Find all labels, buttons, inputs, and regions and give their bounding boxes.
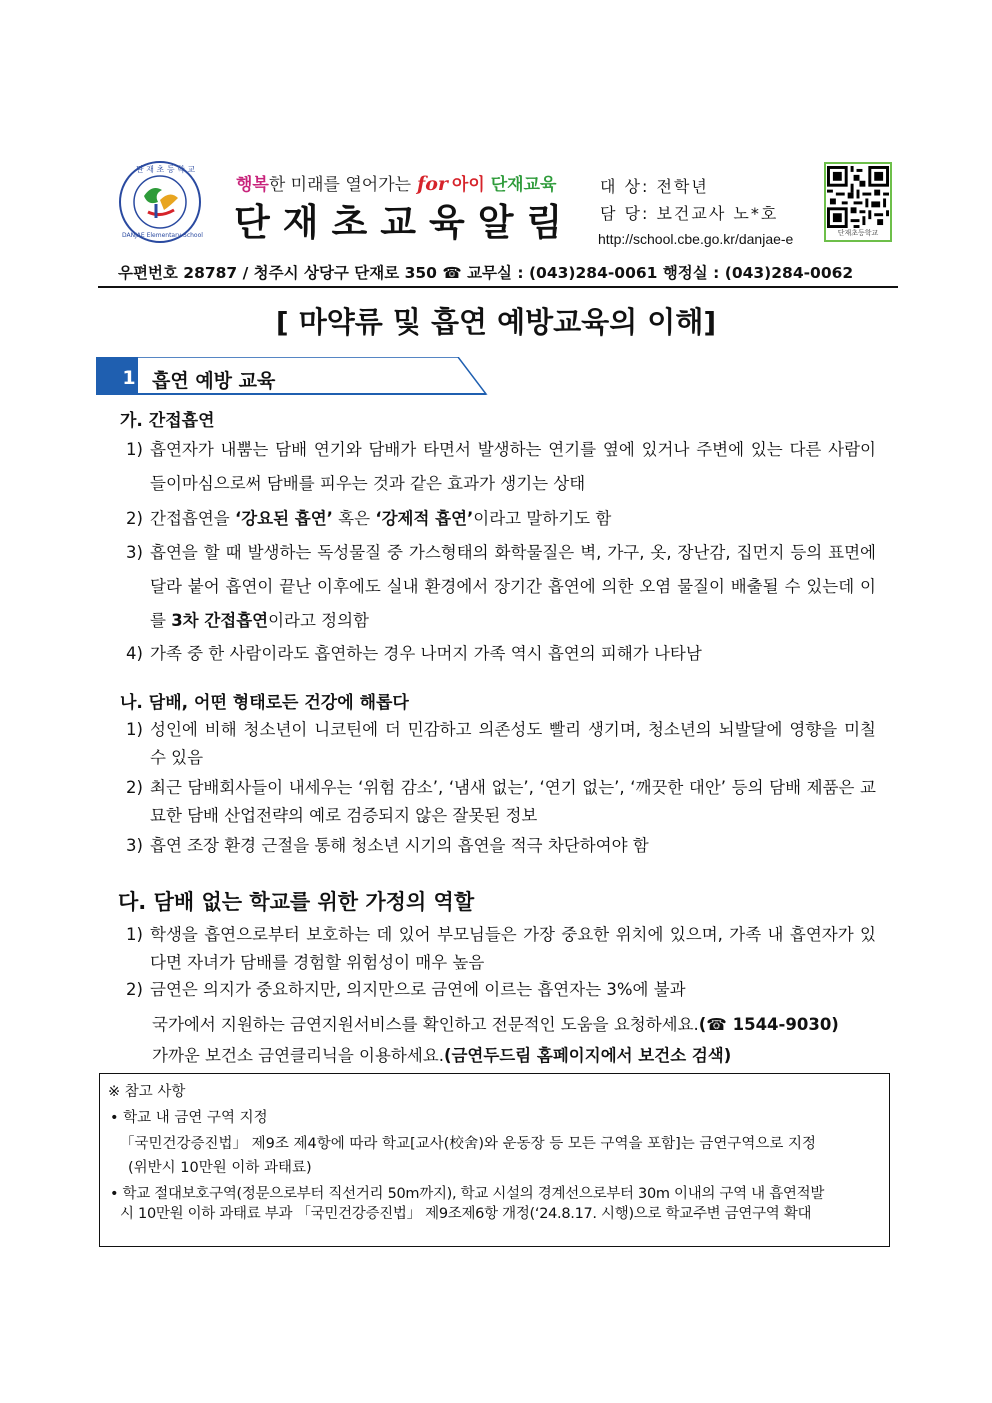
na-item-3 bbox=[126, 832, 876, 860]
ga-item-3-num: 3) bbox=[126, 543, 143, 562]
na-item-1 bbox=[126, 716, 876, 772]
na-item-1-text: 성인에 비해 청소년이 니코틴에 더 민감하고 의존성도 빨리 생기며, 청소년의 뇌발달에 영향을 미칠 수 있음 bbox=[150, 720, 876, 767]
ga-item-3-post: 이라고 정의함 bbox=[268, 611, 369, 630]
na-item-3-text: 흡연 조장 환경 근절을 통해 청소년 시기의 흡연을 적극 차단하여야 함 bbox=[150, 836, 649, 855]
subsection-da-heading: 다. 담배 없는 학교를 위한 가정의 역할 bbox=[118, 890, 475, 914]
ga-item-4-num: 4) bbox=[126, 644, 143, 663]
target-audience: 대 상: 전학년 bbox=[600, 177, 709, 196]
ga-item-2-mid: 혹은 bbox=[332, 509, 376, 528]
reference-bullet-2-line-2: 시 10만원 이하 과태료 부과 「국민건강증진법」 제9조제6항 개정(‘24.8.17. 시행)으로 학교주변 금연구역 확대 bbox=[120, 1206, 812, 1222]
slogan-part-2: 한 미래를 열어가는 bbox=[268, 175, 412, 195]
ga-item-1-num: 1) bbox=[126, 440, 143, 459]
slogan-part-5: 단재교육 bbox=[490, 175, 557, 195]
reference-bullet-1-line-1: 「국민건강증진법」 제9조 제4항에 따라 학교[교사(校舍)와 운동장 등 모든 구역을 포함]는 금연구역으로 지정 bbox=[120, 1136, 817, 1152]
document-title bbox=[0, 300, 992, 341]
da-item-2-line-3 bbox=[152, 1042, 731, 1066]
logo-ring-text: 단 재 초 등 학 교 bbox=[136, 165, 196, 174]
da-item-2-num: 2) bbox=[126, 980, 143, 999]
newsletter-title: 단재초교육알림 bbox=[234, 201, 576, 244]
da-line-2-text: 국가에서 지원하는 금연지원서비스를 확인하고 전문적인 도움을 요청하세요. bbox=[152, 1015, 699, 1034]
qr-code-icon bbox=[826, 166, 890, 228]
qr-code[interactable] bbox=[824, 162, 892, 242]
da-item-1 bbox=[126, 921, 876, 977]
reference-bullet-1-line-2: (위반시 10만원 이하 과태료) bbox=[128, 1160, 312, 1176]
teacher-in-charge: 담 당: 보건교사 노*호 bbox=[600, 204, 779, 223]
na-item-3-num: 3) bbox=[126, 836, 143, 855]
da-line-2-phone: (☎ 1544-9030) bbox=[698, 1015, 839, 1034]
section-number: 1 bbox=[122, 367, 136, 389]
reference-heading: ※ 참고 사항 bbox=[108, 1084, 186, 1100]
reference-box bbox=[99, 1073, 890, 1247]
ga-item-3 bbox=[126, 536, 876, 638]
school-address: 우편번호 28787 / 청주시 상당구 단재로 350 ☎ 교무실 : (043)284-0061 행정실 : (043)284-0062 bbox=[118, 264, 854, 282]
ga-item-4-text: 가족 중 한 사람이라도 흡연하는 경우 나머지 가족 역시 흡연의 피해가 나타남 bbox=[150, 644, 702, 663]
da-item-1-num: 1) bbox=[126, 925, 143, 944]
na-item-2-num: 2) bbox=[126, 778, 143, 797]
na-item-2 bbox=[126, 774, 876, 830]
qr-label: 단재초등학교 bbox=[837, 229, 879, 237]
ga-item-2-num: 2) bbox=[126, 509, 143, 528]
header-divider bbox=[98, 286, 898, 288]
title-bracket-open: [ bbox=[275, 306, 289, 339]
reference-bullet-2-line-1: • 학교 절대보호구역(정문으로부터 직선거리 50m까지), 학교 시설의 경계선으로부터 30m 이내의 구역 내 흡연적발 bbox=[110, 1186, 825, 1202]
na-item-1-num: 1) bbox=[126, 720, 143, 739]
subsection-na-heading: 나. 담배, 어떤 형태로든 건강에 해롭다 bbox=[120, 693, 409, 713]
da-item-1-text: 학생을 흡연으로부터 보호하는 데 있어 부모님들은 가장 중요한 위치에 있으며, 가족 내 흡연자가 있다면 자녀가 담배를 경험할 위험성이 매우 높음 bbox=[150, 925, 876, 972]
slogan-part-3: for bbox=[417, 173, 448, 195]
ga-item-1 bbox=[126, 433, 876, 501]
da-item-2 bbox=[126, 976, 876, 1004]
ga-item-2-bold-1: ‘강요된 흡연’ bbox=[234, 509, 333, 528]
da-item-2-line-2 bbox=[152, 1011, 839, 1035]
title-bracket-close: ] bbox=[703, 306, 717, 339]
ga-item-2-pre: 간접흡연을 bbox=[150, 509, 235, 528]
da-item-2-text: 금연은 의지가 중요하지만, 의지만으로 금연에 이르는 흡연자는 3%에 불과 bbox=[150, 980, 686, 999]
ga-item-2 bbox=[126, 502, 876, 536]
logo-ring-text-en: DANJAE Elementary School bbox=[122, 232, 203, 239]
ga-item-4 bbox=[126, 637, 876, 671]
slogan-part-1: 행복 bbox=[236, 175, 269, 195]
ga-item-1-text: 흡연자가 내뿜는 담배 연기와 담배가 타면서 발생하는 연기를 옆에 있거나 주변에 있는 다른 사람이 들이마심으로써 담배를 피우는 것과 같은 효과가 생기는 상태 bbox=[150, 440, 876, 493]
subsection-ga-heading: 가. 간접흡연 bbox=[120, 411, 215, 431]
slogan-part-4: 아이 bbox=[451, 175, 485, 195]
document-title-text: 마약류 및 흡연 예방교육의 이해 bbox=[298, 305, 704, 339]
reference-bullet-1: • 학교 내 금연 구역 지정 bbox=[110, 1110, 268, 1126]
school-url[interactable]: http://school.cbe.go.kr/danjae-e bbox=[598, 231, 794, 247]
na-item-2-text: 최근 담배회사들이 내세우는 ‘위험 감소’, ‘냄새 없는’, ‘연기 없는’, ‘깨끗한 대안’ 등의 담배 제품은 교묘한 담배 산업전략의 예로 검증되지 않은 잘못된 정보 bbox=[150, 778, 876, 825]
section-title: 흡연 예방 교육 bbox=[152, 370, 276, 392]
ga-item-2-bold-2: ‘강제적 흡연’ bbox=[375, 509, 474, 528]
ga-item-3-bold: 3차 간접흡연 bbox=[171, 611, 269, 630]
ga-item-2-post: 이라고 말하기도 함 bbox=[473, 509, 612, 528]
da-line-3-bold: (금연두드림 홈페이지에서 보건소 검색) bbox=[443, 1046, 732, 1065]
ga-item-3-pre: 흡연을 할 때 발생하는 독성물질 중 가스형태의 화학물질은 벽, 가구, 옷, 장난감, 집먼지 등의 표면에 달라 붙어 흡연이 끝난 이후에도 실내 환경에서 장기간 흡연에 의한 오염 물질이 배출될 수 있는데 이를 bbox=[150, 543, 876, 630]
da-line-3-text: 가까운 보건소 금연클리닉을 이용하세요. bbox=[152, 1046, 444, 1065]
